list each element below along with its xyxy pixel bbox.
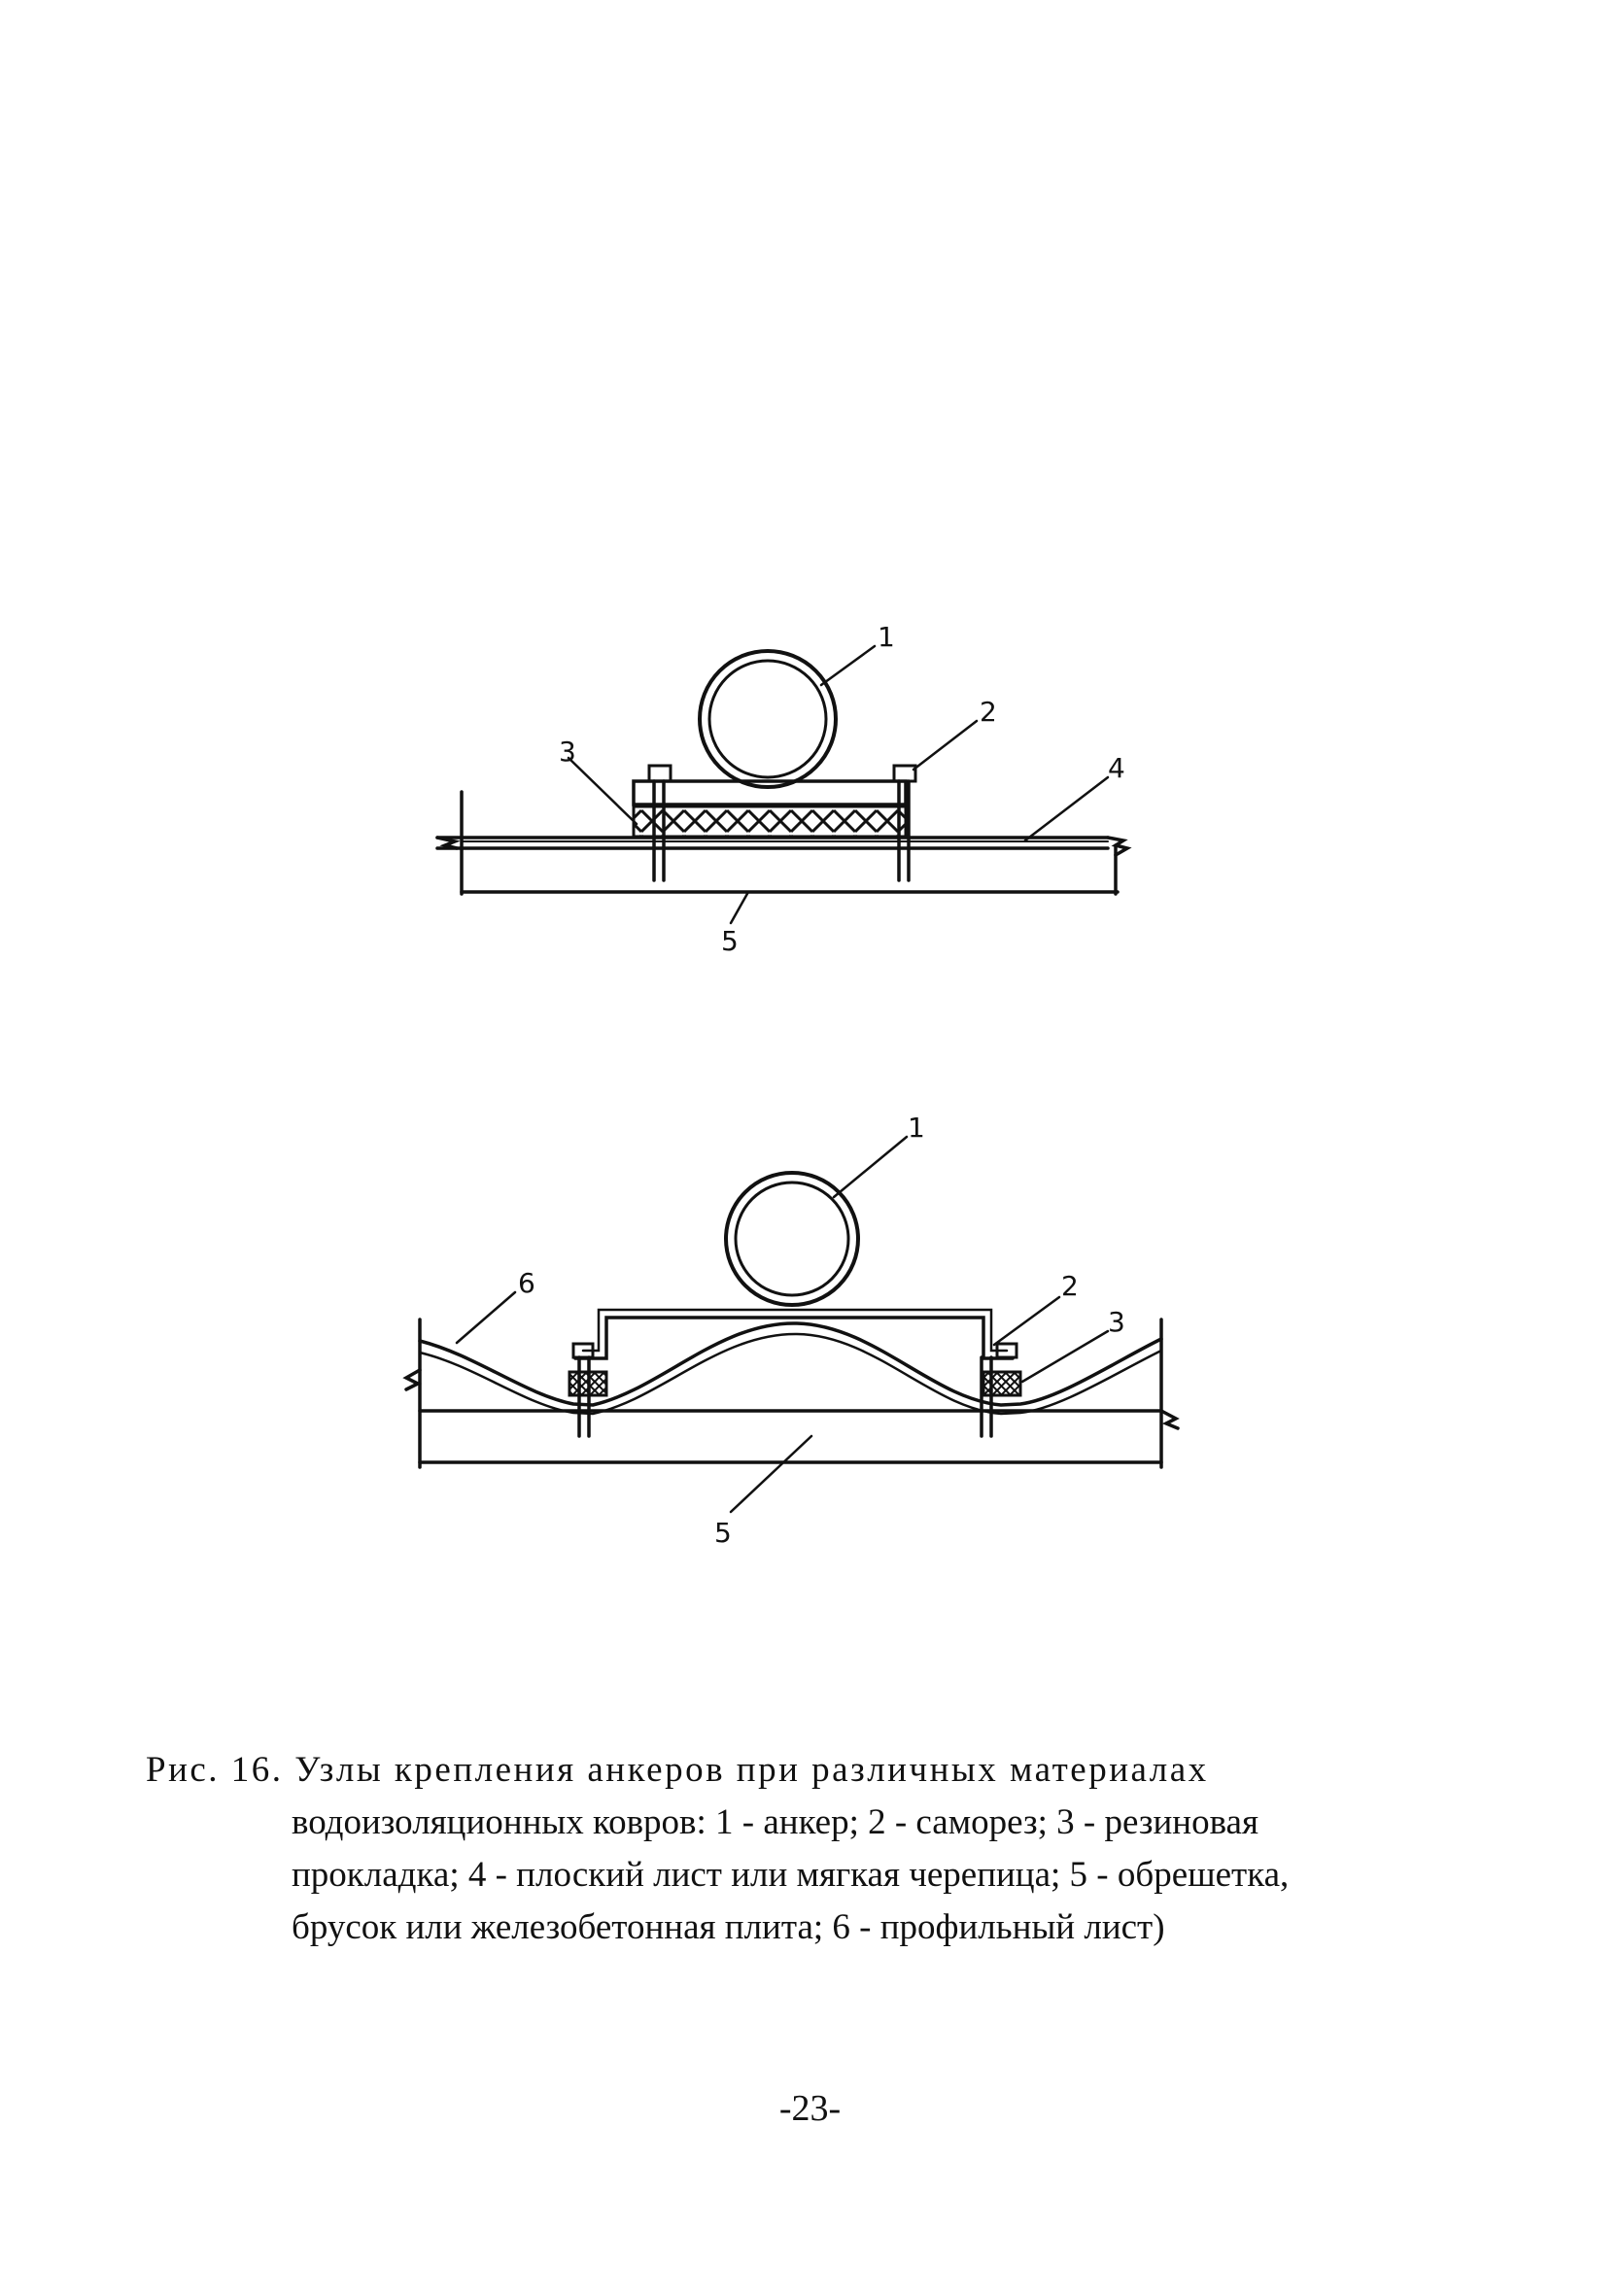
figure-caption	[146, 1744, 1467, 1954]
fig1-anchor-ring-1	[700, 651, 836, 787]
caption-line-3: прокладка; 4 - плоский лист или мягкая черепица; 5 - обрешетка,	[292, 1855, 1290, 1895]
page-number: -23-	[778, 2088, 842, 2129]
fig2-batten-5	[406, 1319, 1178, 1467]
fig2-callout-3: 3	[1108, 1306, 1125, 1338]
figure-1	[437, 646, 1127, 923]
fig1-callout-4: 4	[1108, 752, 1125, 784]
figure-2	[406, 1137, 1178, 1512]
fig2-callout-2: 2	[1061, 1270, 1079, 1302]
fig2-callout-6: 6	[518, 1267, 535, 1299]
fig2-callout-5: 5	[714, 1517, 732, 1549]
fig1-rubber-gasket-3	[634, 806, 906, 837]
fig1-leaders	[569, 646, 1108, 923]
fig1-callout-5: 5	[721, 925, 739, 957]
fig1-callout-3: 3	[559, 736, 576, 768]
fig1-anchor-plate	[634, 781, 906, 805]
fig1-callout-1: 1	[878, 621, 895, 653]
caption-line-4: брусок или железобетонная плита; 6 - профильный лист)	[292, 1907, 1165, 1947]
fig1-callout-2: 2	[980, 696, 997, 728]
caption-line-2: водоизоляционных ковров: 1 - анкер; 2 - саморез; 3 - резиновая	[292, 1802, 1258, 1842]
fig2-profile-sheet-6	[420, 1323, 1161, 1414]
fig2-callout-1: 1	[908, 1112, 925, 1144]
caption-line-1: Рис. 16. Узлы крепления анкеров при различных материалах	[146, 1750, 1209, 1790]
